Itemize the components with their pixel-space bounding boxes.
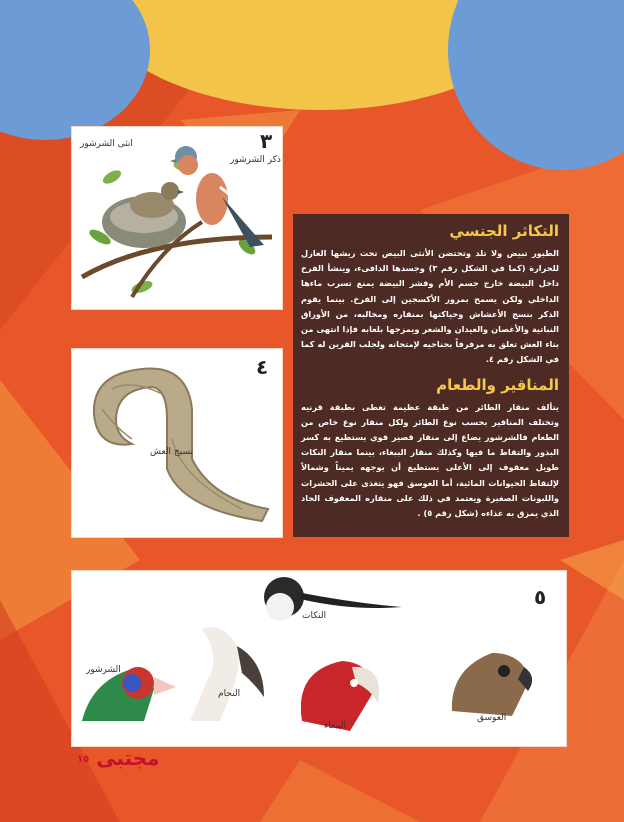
figure4-number: ٤ <box>256 355 269 379</box>
magazine-logo <box>75 746 160 770</box>
page-number: ١٥ <box>77 754 90 765</box>
parrot-label: الببغاء <box>324 721 346 731</box>
falcon-label: العوسق <box>477 713 507 723</box>
section1-body: الطيور تبيض ولا تلد وتحتضن الأنثى البيض تحت ريشها العازل للحرارة (كما في الشكل رقم ٣) وجسدها الدافىء، وينشأ الفرخ داخل البيضة خارج جسم الأم وقشر البيضة يمنع تسرب ماءها الداخلي ولكن يسمح بمرور الأكسجين إلى الفرخ. بينما يقوم الذكر بنسج الأعشاش وحياكتها بمنقاره ومخالبه، من الأوراق النباتية والأغصان والعيدان والشعر ويمزجها بلعابه فإذا انتهى من بناء العش تعلق به مرفرفاً بجناحيه لإمتحانه ولجلب القرين له كما في الشكل رقم ٤. <box>301 248 559 365</box>
finches-nest-illustration <box>72 127 283 310</box>
woven-nest-illustration <box>72 349 283 538</box>
male-finch-label: ذكر الشرشور <box>230 155 281 165</box>
section2-heading: المناقير والطعام <box>436 375 559 394</box>
section2-body: يتألف منقار الطائر من طبقة عظيمة تغطى بطبقة قرنيه وتختلف المناقير بحسب نوع الطائر ولكل منقار نوع خاص من الطعام فالشرشور يضاع إلى منقار قصير قوي يستطيع به كسر البذور والتقاط ما فيها وكذلك منقار الببغاء، بينما منقار النكات طويل معقوف إلى الأعلى يستطيع أن يوجهه يميناً وشمالاً لإلتقاط الحيوانات المائية، أما العوسق فهو يتغذى على الحشرات واللبونات الصغيرة ويعتمد في ذلك على منقاره المعقوف الحاد الذي يمزق به غذاءه (شكل رقم ٥) . <box>301 401 559 519</box>
finch-label: الشرشور <box>86 665 121 675</box>
figure5-panel <box>71 570 567 747</box>
flamingo-label: النحام <box>218 689 241 699</box>
avocet-label: النكات <box>302 611 327 621</box>
logo-text: مجتبى <box>96 746 160 770</box>
figure3-panel <box>71 126 283 310</box>
article-text-box <box>293 214 569 537</box>
female-finch-label: انثى الشرشور <box>80 139 133 149</box>
figure4-panel <box>71 348 283 538</box>
section1-heading: التكاثر الجنسي <box>449 222 559 240</box>
figure3-number: ٣ <box>260 129 273 153</box>
nest-label: نسيج العش <box>150 447 193 457</box>
figure5-number: ٥ <box>534 585 547 609</box>
